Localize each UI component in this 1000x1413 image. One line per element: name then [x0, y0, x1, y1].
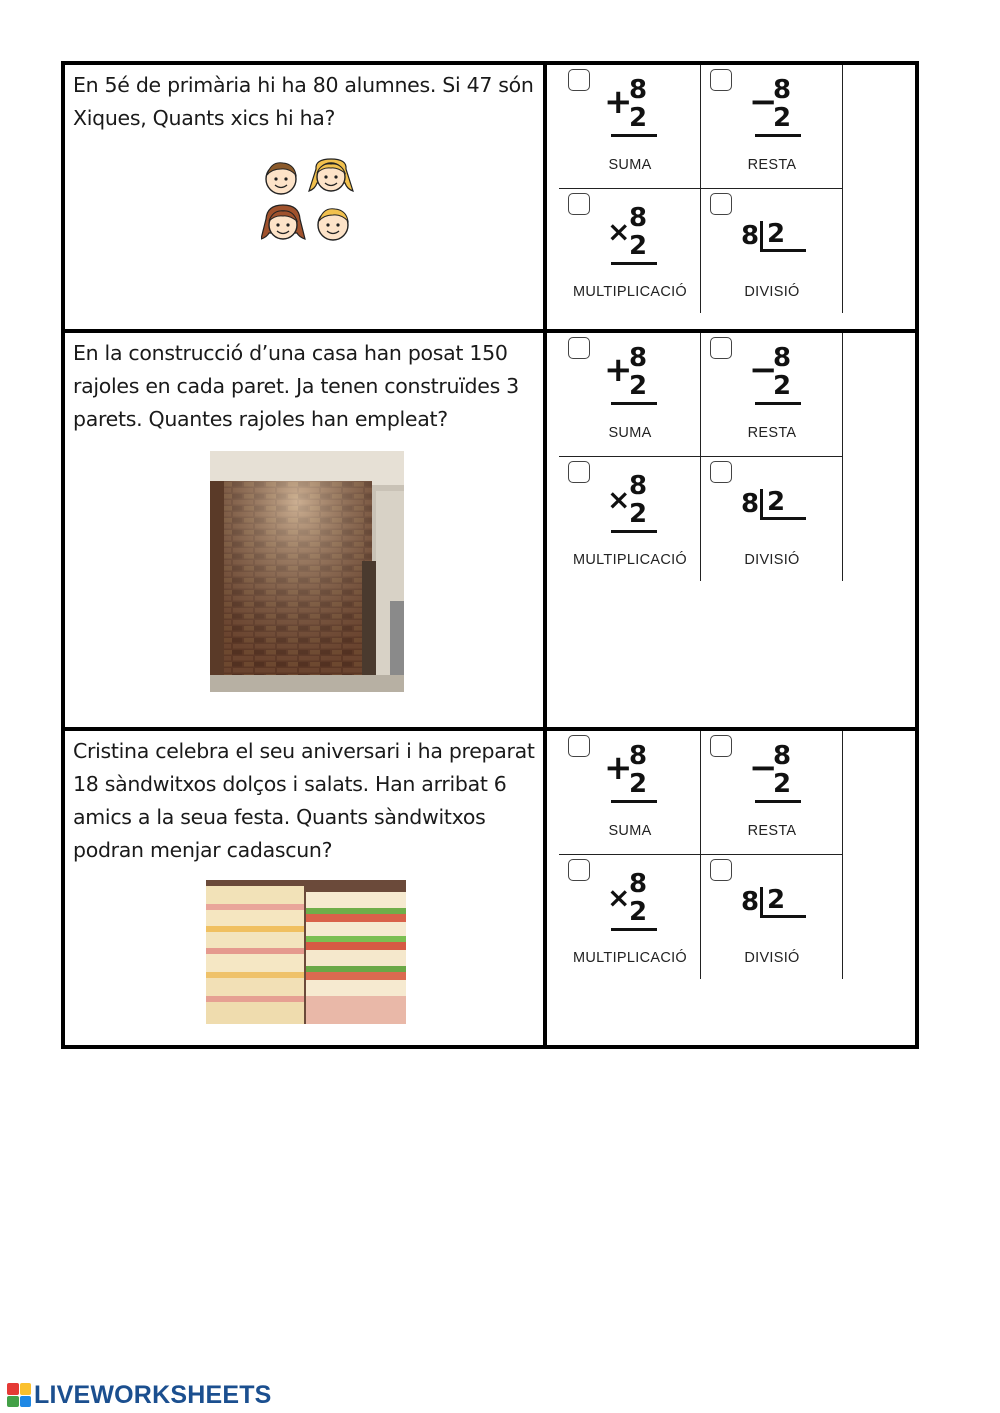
top-number: 8	[629, 343, 648, 373]
plus-sign: +	[604, 748, 633, 788]
times-sign: ×	[607, 215, 631, 248]
divisio-label: DIVISIÓ	[744, 552, 800, 568]
division-bracket-horizontal	[760, 517, 806, 520]
top-number: 8	[629, 203, 648, 233]
division-bracket-vertical	[760, 489, 763, 519]
top-number: 8	[773, 741, 792, 771]
divisio-checkbox[interactable]	[710, 859, 732, 881]
difference-line	[755, 800, 801, 803]
resta-checkbox[interactable]	[710, 735, 732, 757]
divisio-checkbox[interactable]	[710, 193, 732, 215]
top-number: 8	[629, 741, 648, 771]
resta-checkbox[interactable]	[710, 337, 732, 359]
divisio-label: DIVISIÓ	[744, 284, 800, 300]
division-bracket-vertical	[760, 221, 763, 251]
division-bracket-vertical	[760, 887, 763, 917]
bottom-number: 2	[773, 371, 792, 401]
option-resta[interactable]	[701, 65, 843, 189]
problem-row-1	[65, 65, 915, 333]
sandwich-stack-left	[206, 886, 304, 1024]
operation-grid-2	[559, 333, 845, 583]
suma-checkbox[interactable]	[568, 735, 590, 757]
resta-label: RESTA	[747, 157, 797, 173]
brick-wall-photo	[210, 451, 404, 692]
division-bracket-horizontal	[760, 915, 806, 918]
option-suma[interactable]	[559, 731, 701, 855]
option-multiplicacio[interactable]	[559, 457, 701, 581]
product-line	[611, 530, 657, 533]
difference-line	[755, 402, 801, 405]
multiplicacio-checkbox[interactable]	[568, 859, 590, 881]
sum-line	[611, 134, 657, 137]
girl-face-icon	[309, 159, 353, 191]
plus-sign: +	[604, 82, 633, 122]
option-resta[interactable]	[701, 333, 843, 457]
top-number: 8	[629, 471, 648, 501]
liveworksheets-logo[interactable]	[7, 1380, 272, 1410]
difference-line	[755, 134, 801, 137]
suma-checkbox[interactable]	[568, 69, 590, 91]
question-cell-1	[65, 65, 547, 329]
liveworksheets-logo-icon	[7, 1383, 31, 1407]
suma-label: SUMA	[608, 823, 652, 839]
divisio-label: DIVISIÓ	[744, 950, 800, 966]
suma-checkbox[interactable]	[568, 337, 590, 359]
multiplicacio-label: MULTIPLICACIÓ	[572, 284, 687, 300]
minus-sign: −	[749, 350, 778, 390]
suma-label: SUMA	[608, 157, 652, 173]
sum-line	[611, 800, 657, 803]
option-multiplicacio[interactable]	[559, 855, 701, 979]
question-text-3: Cristina celebra el seu aniversari i ha preparat 18 sàndwitxos dolços i salats. Han arribat 6 amics a la seua festa. Quants sàndwitxos podran menjar cadascun?	[73, 739, 535, 862]
sandwiches-photo	[206, 880, 406, 1024]
multiplicacio-checkbox[interactable]	[568, 193, 590, 215]
children-faces-illustration	[261, 155, 361, 249]
question-text-1: En 5é de primària hi ha 80 alumnes. Si 47 són Xiques, Quants xics hi ha?	[73, 73, 534, 130]
bottom-number: 2	[773, 769, 792, 799]
divisio-checkbox[interactable]	[710, 461, 732, 483]
option-suma[interactable]	[559, 333, 701, 457]
problem-row-3	[65, 731, 915, 1045]
times-sign: ×	[607, 483, 631, 516]
product-line	[611, 928, 657, 931]
dividend-number: 8	[741, 221, 760, 251]
bottom-number: 2	[629, 499, 648, 529]
problem-row-2	[65, 333, 915, 731]
multiplicacio-checkbox[interactable]	[568, 461, 590, 483]
worksheet-table	[61, 61, 919, 1049]
boy-face-icon	[318, 209, 348, 240]
multiplicacio-label: MULTIPLICACIÓ	[572, 950, 687, 966]
question-text-2: En la construcció d’una casa han posat 150 rajoles en cada paret. Ja tenen construïdes 3 parets. Quantes rajoles han empleat?	[73, 341, 519, 431]
multiplicacio-label: MULTIPLICACIÓ	[572, 552, 687, 568]
option-resta[interactable]	[701, 731, 843, 855]
sum-line	[611, 402, 657, 405]
minus-sign: −	[749, 82, 778, 122]
sandwich-stack-right	[306, 892, 406, 1024]
operation-grid-1	[559, 65, 845, 315]
bottom-number: 2	[629, 897, 648, 927]
top-number: 8	[629, 75, 648, 105]
top-number: 8	[773, 75, 792, 105]
bottom-number: 2	[773, 103, 792, 133]
divisor-number: 2	[767, 219, 786, 249]
times-sign: ×	[607, 881, 631, 914]
option-divisio[interactable]	[701, 457, 843, 581]
option-divisio[interactable]	[701, 855, 843, 979]
bottom-number: 2	[629, 371, 648, 401]
resta-checkbox[interactable]	[710, 69, 732, 91]
option-divisio[interactable]	[701, 189, 843, 313]
suma-label: SUMA	[608, 425, 652, 441]
divisor-number: 2	[767, 487, 786, 517]
division-bracket-horizontal	[760, 249, 806, 252]
girl-face-icon	[261, 205, 305, 239]
top-number: 8	[773, 343, 792, 373]
bottom-number: 2	[629, 231, 648, 261]
boy-face-icon	[266, 163, 296, 194]
resta-label: RESTA	[747, 823, 797, 839]
top-number: 8	[629, 869, 648, 899]
operation-grid-3	[559, 731, 845, 981]
question-cell-3	[65, 731, 547, 1045]
option-suma[interactable]	[559, 65, 701, 189]
divisor-number: 2	[767, 885, 786, 915]
minus-sign: −	[749, 748, 778, 788]
dividend-number: 8	[741, 887, 760, 917]
dividend-number: 8	[741, 489, 760, 519]
resta-label: RESTA	[747, 425, 797, 441]
product-line	[611, 262, 657, 265]
bottom-number: 2	[629, 769, 648, 799]
bottom-number: 2	[629, 103, 648, 133]
brand-name: LIVEWORKSHEETS	[34, 1380, 272, 1409]
question-cell-2	[65, 333, 547, 727]
option-multiplicacio[interactable]	[559, 189, 701, 313]
plus-sign: +	[604, 350, 633, 390]
